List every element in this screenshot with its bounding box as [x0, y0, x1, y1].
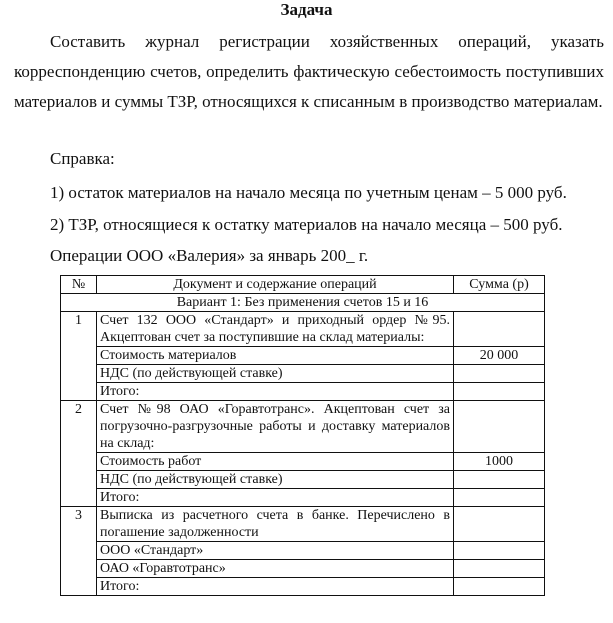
op2-r2-label: НДС (по действующей ставке): [97, 471, 454, 489]
operations-title: Операции ООО «Валерия» за январь 200_ г.: [50, 246, 369, 265]
op1-total-label: Итого:: [97, 383, 454, 401]
op3-r1-label: ООО «Стандарт»: [97, 542, 454, 560]
op3-r2-label: ОАО «Горавтотранс»: [97, 560, 454, 578]
reference-item-1: 1) остаток материалов на начало месяца по учетным ценам – 5 000 руб.: [50, 183, 567, 202]
table-row: [61, 401, 545, 453]
table-header-row: [61, 276, 545, 294]
op2-desc-sum: [454, 401, 545, 453]
op2-desc: Счет №98 ОАО «Горавтотранс». Акцептован счет за погрузочно-разгрузочные работы и доставку материалов на склад:: [97, 401, 454, 453]
op1-num: 1: [61, 312, 97, 401]
header-doc: Документ и содержание операций: [97, 276, 454, 294]
table-row: [61, 507, 545, 542]
op1-r2-sum: [454, 365, 545, 383]
table-row: [61, 383, 545, 401]
op2-total-sum: [454, 489, 545, 507]
table-row: [61, 453, 545, 471]
op1-r1-label: Стоимость материалов: [97, 347, 454, 365]
table-row: [61, 471, 545, 489]
reference-label: Справка:: [50, 149, 115, 168]
op3-desc: Выписка из расчетного счета в банке. Перечислено в погашение задолженности: [97, 507, 454, 542]
op3-r1-sum: [454, 542, 545, 560]
op2-r1-label: Стоимость работ: [97, 453, 454, 471]
reference-item-2: 2) ТЗР, относящиеся к остатку материалов на начало месяца – 500 руб.: [50, 215, 563, 234]
op2-r1-sum: 1000: [454, 453, 545, 471]
header-sum: Сумма (р): [454, 276, 545, 294]
op1-desc-sum: [454, 312, 545, 347]
table-row: [61, 365, 545, 383]
table-row: [61, 312, 545, 347]
op3-total-label: Итого:: [97, 578, 454, 596]
op3-total-sum: [454, 578, 545, 596]
op3-r2-sum: [454, 560, 545, 578]
op1-desc: Счет 132 ООО «Стандарт» и приходный ордер №95. Акцептован счет за поступившие на склад материалы:: [97, 312, 454, 347]
op2-total-label: Итого:: [97, 489, 454, 507]
table-row: [61, 489, 545, 507]
op2-num: 2: [61, 401, 97, 507]
variant-label: Вариант 1: Без применения счетов 15 и 16: [61, 294, 545, 312]
operations-table: [60, 275, 545, 596]
variant-row: [61, 294, 545, 312]
table-row: [61, 578, 545, 596]
op3-desc-sum: [454, 507, 545, 542]
task-text: Составить журнал регистрации хозяйственных операций, указать корреспонденцию счетов, определить фактическую себестоимость поступивших материалов и суммы ТЗР, относящихся к списанным в производство материалам.: [14, 32, 604, 111]
op1-r2-label: НДС (по действующей ставке): [97, 365, 454, 383]
table-row: [61, 560, 545, 578]
header-num: №: [61, 276, 97, 294]
op2-r2-sum: [454, 471, 545, 489]
op1-r1-sum: 20 000: [454, 347, 545, 365]
table-row: [61, 347, 545, 365]
op3-num: 3: [61, 507, 97, 596]
page-title: Задача: [280, 0, 333, 19]
table-row: [61, 542, 545, 560]
op1-total-sum: [454, 383, 545, 401]
